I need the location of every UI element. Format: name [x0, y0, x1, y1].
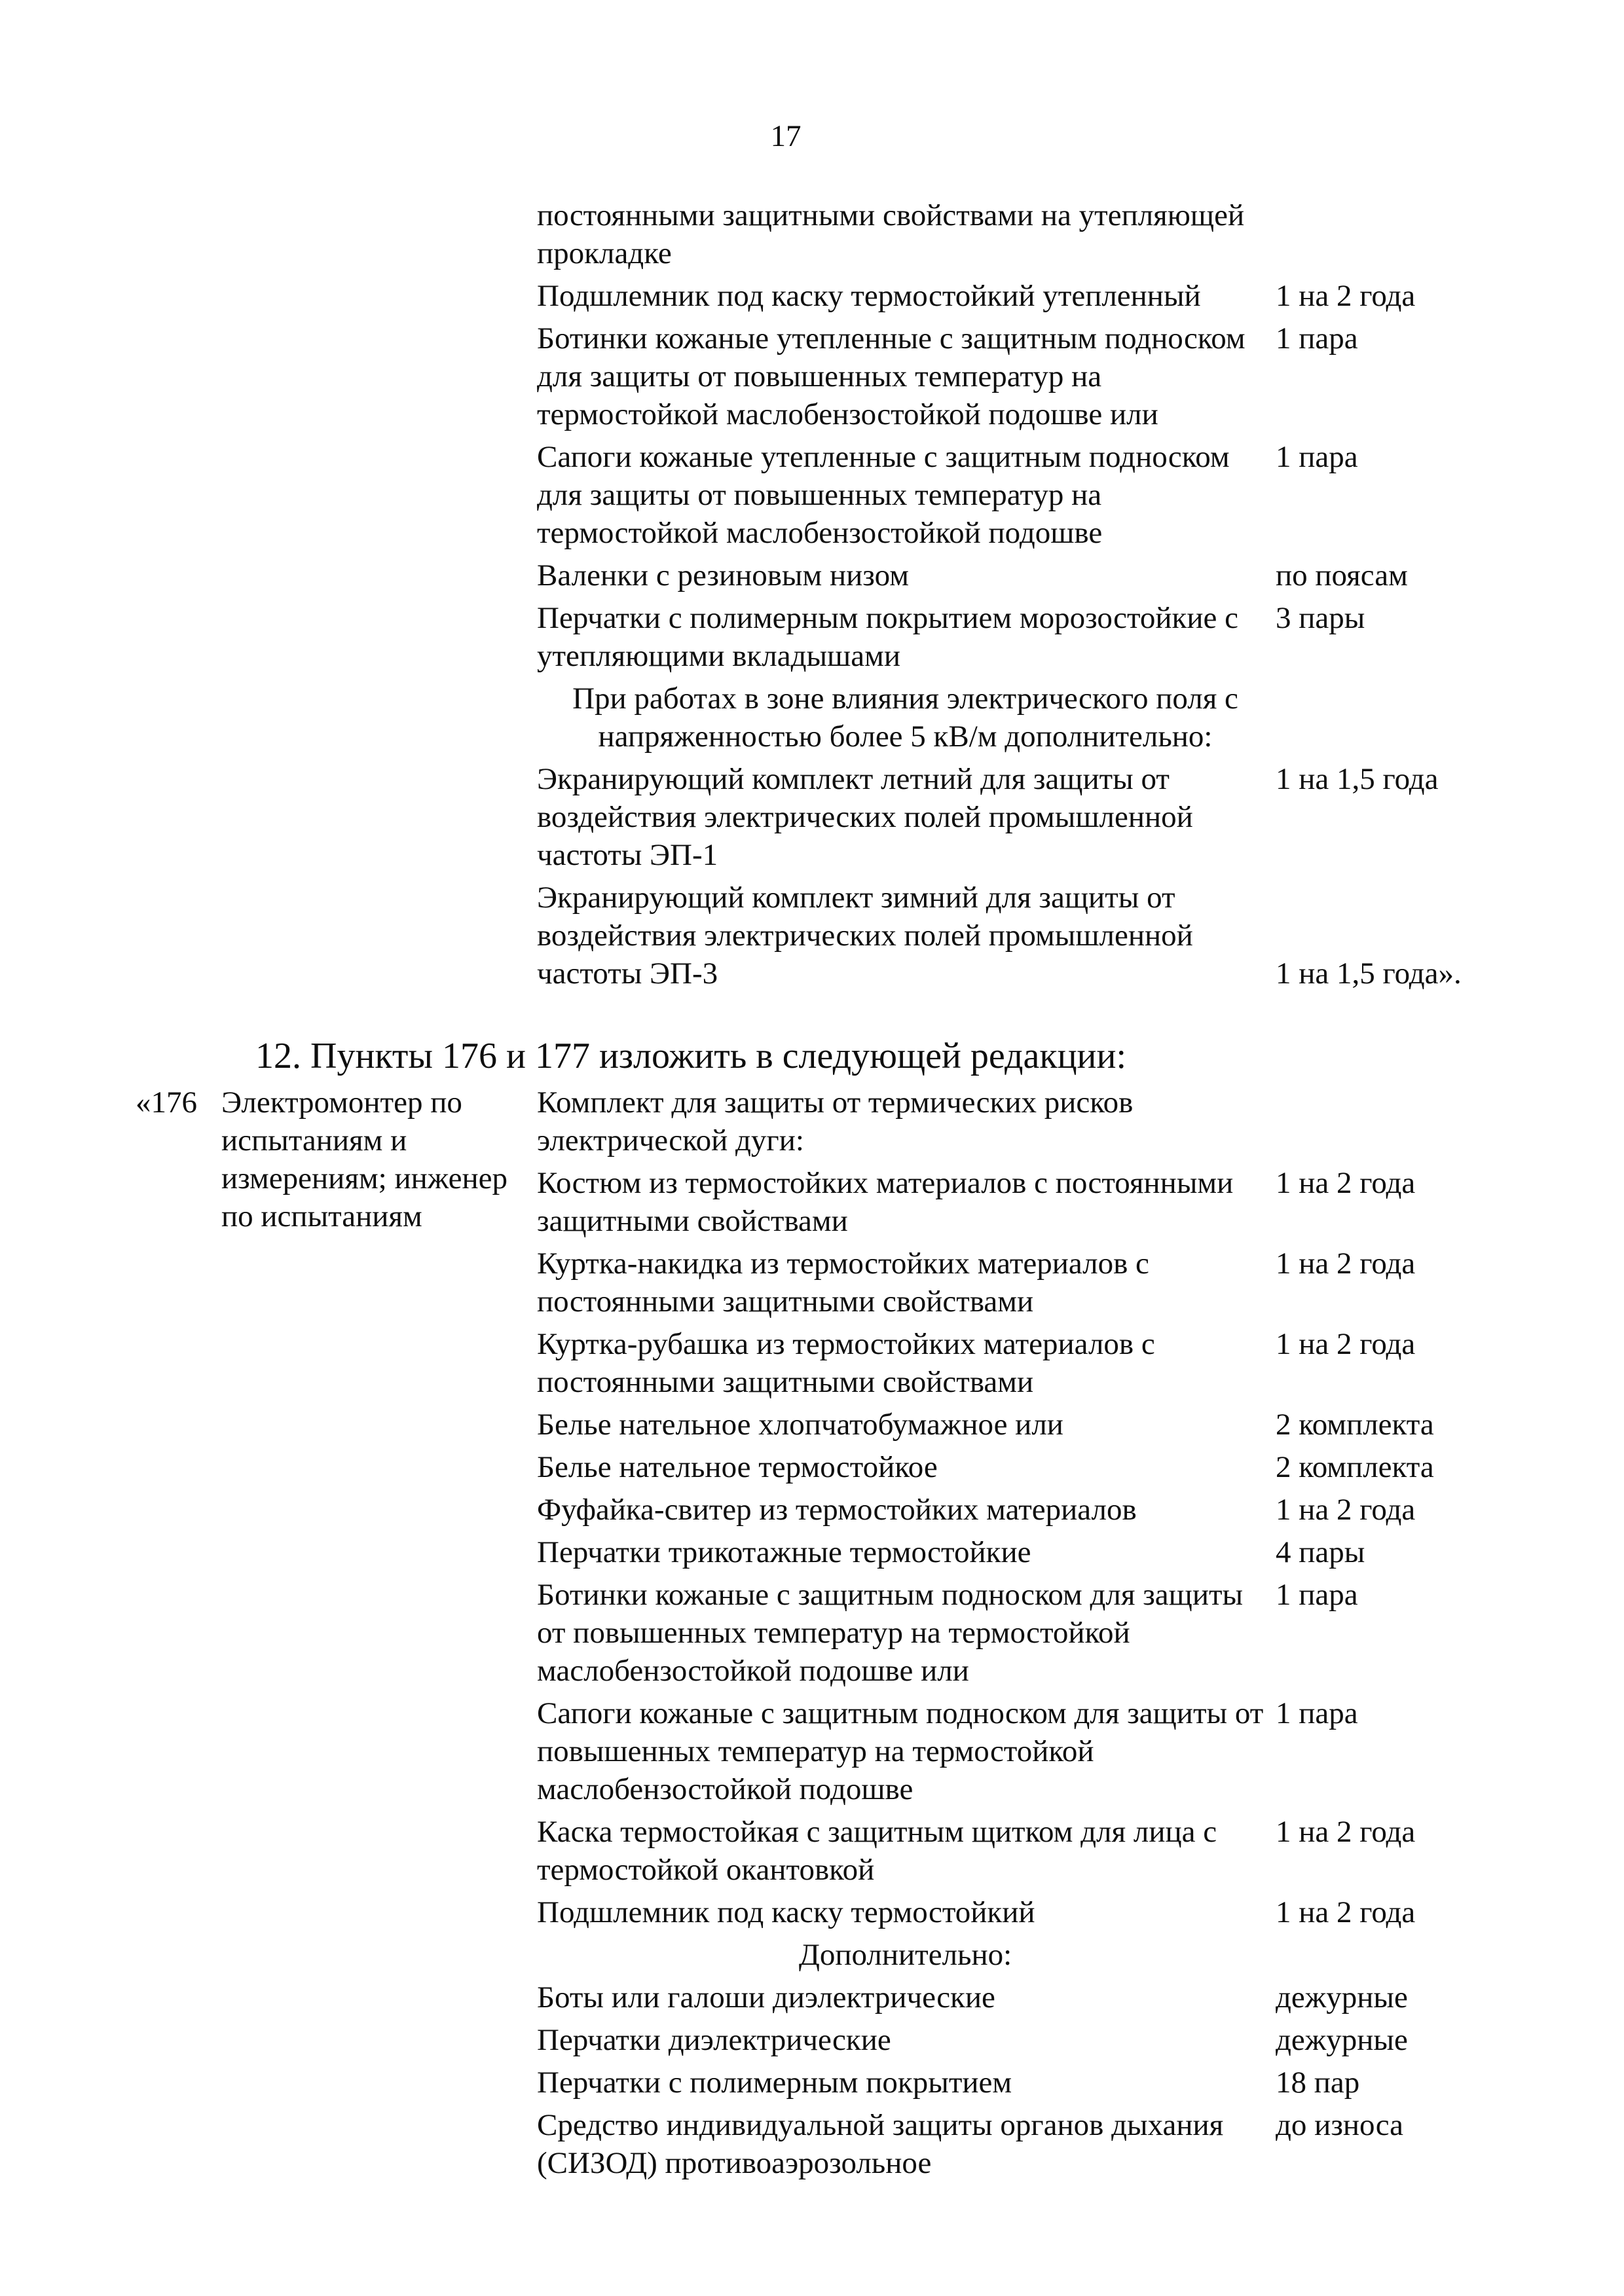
table-row [537, 556, 1506, 594]
item-norm: 1 на 2 года [1276, 1895, 1416, 1929]
efield-note: При работах в зоне влияния электрического поля с напряженностью более 5 кВ/м дополнительно: [572, 682, 1238, 754]
table-row [537, 1694, 1506, 1808]
table-row [537, 319, 1506, 433]
table-row [537, 1325, 1506, 1401]
item-text: Куртка-накидка из термостойких материалов с постоянными защитными свойствами [537, 1247, 1149, 1319]
item-norm: 2 комплекта [1276, 1408, 1434, 1442]
item-norm: 2 комплекта [1276, 1450, 1434, 1484]
table-row [537, 1406, 1506, 1444]
item-norm: 1 на 2 года [1276, 1493, 1416, 1527]
table-row [537, 277, 1506, 315]
item-text: Перчатки диэлектрические [537, 2023, 891, 2057]
item-norm: 4 пары [1276, 1535, 1365, 1569]
page-number: 17 [770, 119, 802, 153]
table-row [537, 2064, 1506, 2102]
item-norm: дежурные [1276, 1980, 1408, 2014]
table-row [537, 438, 1506, 552]
item-text: постоянными защитными свойствами на утепляющей прокладке [537, 198, 1245, 270]
table-row [537, 1491, 1506, 1529]
item-norm: 1 на 1,5 года». [1276, 957, 1462, 991]
table-row [537, 1813, 1506, 1889]
table-row [537, 879, 1506, 993]
item-text: Фуфайка-свитер из термостойких материалов [537, 1493, 1137, 1527]
section-heading: 12. Пункты 176 и 177 изложить в следующей редакции: [255, 1036, 1127, 1076]
item-text: Перчатки трикотажные термостойкие [537, 1535, 1031, 1569]
item-norm: 1 пара [1276, 1696, 1358, 1730]
item-text: Ботинки кожаные с защитным подноском для защиты от повышенных температур на термостойкой маслобензостойкой подошве или [537, 1578, 1244, 1688]
item-text: Сапоги кожаные с защитным подноском для защиты от повышенных температур на термостойкой маслобензостойкой подошве [537, 1696, 1264, 1806]
item-text: Боты или галоши диэлектрические [537, 1980, 995, 2014]
table-row [537, 2106, 1506, 2182]
item-norm: 1 пара [1276, 1578, 1358, 1612]
item-text: Белье нательное термостойкое [537, 1450, 938, 1484]
item-text: Перчатки с полимерным покрытием морозостойкие с утепляющими вкладышами [537, 601, 1238, 673]
item-norm: 1 на 1,5 года [1276, 762, 1439, 796]
position-name: Электромонтер по испытаниям и измерениям; инженер по испытаниям [221, 1085, 508, 1233]
item-norm: 1 пара [1276, 321, 1358, 355]
table-row [537, 2021, 1506, 2059]
table-row [537, 1448, 1506, 1486]
item-norm: 1 на 2 года [1276, 279, 1416, 313]
item-norm: 1 пара [1276, 440, 1358, 474]
table-row [537, 760, 1506, 874]
item-text: Куртка-рубашка из термостойких материалов с постоянными защитными свойствами [537, 1327, 1155, 1399]
item-norm: по поясам [1276, 558, 1408, 592]
item-text: Белье нательное хлопчатобумажное или [537, 1408, 1063, 1442]
item-norm: 1 на 2 года [1276, 1327, 1416, 1361]
item-text: Каска термостойкая с защитным щитком для лица с термостойкой окантовкой [537, 1815, 1217, 1887]
additional-label: Дополнительно: [798, 1938, 1012, 1972]
item-text: Костюм из термостойких материалов с постоянными защитными свойствами [537, 1166, 1234, 1238]
table-row [537, 1533, 1506, 1571]
item-text: Перчатки с полимерным покрытием [537, 2066, 1012, 2100]
item-text: Экранирующий комплект летний для защиты от воздействия электрических полей промышленной частоты ЭП-1 [537, 762, 1193, 872]
item-norm: до износа [1276, 2108, 1403, 2142]
table-row [537, 1245, 1506, 1321]
item-text: Ботинки кожаные утепленные с защитным подноском для защиты от повышенных температур на термостойкой маслобензостойкой подошве или [537, 321, 1246, 431]
table-row [537, 1164, 1506, 1240]
item-text: Валенки с резиновым низом [537, 558, 909, 592]
kit-intro: Комплект для защиты от термических рисков электрической дуги: [537, 1085, 1134, 1157]
table-row [537, 599, 1506, 675]
table-row [537, 1576, 1506, 1690]
norms-table-continuation [537, 196, 1506, 993]
item-text: Сапоги кожаные утепленные с защитным подноском для защиты от повышенных температур на термостойкой маслобензостойкой подошве [537, 440, 1230, 550]
item-norm: дежурные [1276, 2023, 1408, 2057]
table-row [537, 1893, 1506, 1931]
item-text: Средство индивидуальной защиты органов дыхания (СИЗОД) противоаэрозольное [537, 2108, 1224, 2180]
item-norm: 1 на 2 года [1276, 1815, 1416, 1849]
norms-table-176 [537, 1084, 1506, 2182]
item-norm: 18 пар [1276, 2066, 1360, 2100]
table-row [537, 1978, 1506, 2016]
item-text: Подшлемник под каску термостойкий [537, 1895, 1035, 1929]
item-text: Экранирующий комплект зимний для защиты от воздействия электрических полей промышленной частоты ЭП-3 [537, 881, 1193, 991]
item-text: Подшлемник под каску термостойкий утепленный [537, 279, 1201, 313]
position-number: «176 [136, 1085, 197, 1120]
item-norm: 1 на 2 года [1276, 1166, 1416, 1200]
table-row [537, 196, 1506, 272]
item-norm: 1 на 2 года [1276, 1247, 1416, 1281]
item-norm: 3 пары [1276, 601, 1365, 635]
